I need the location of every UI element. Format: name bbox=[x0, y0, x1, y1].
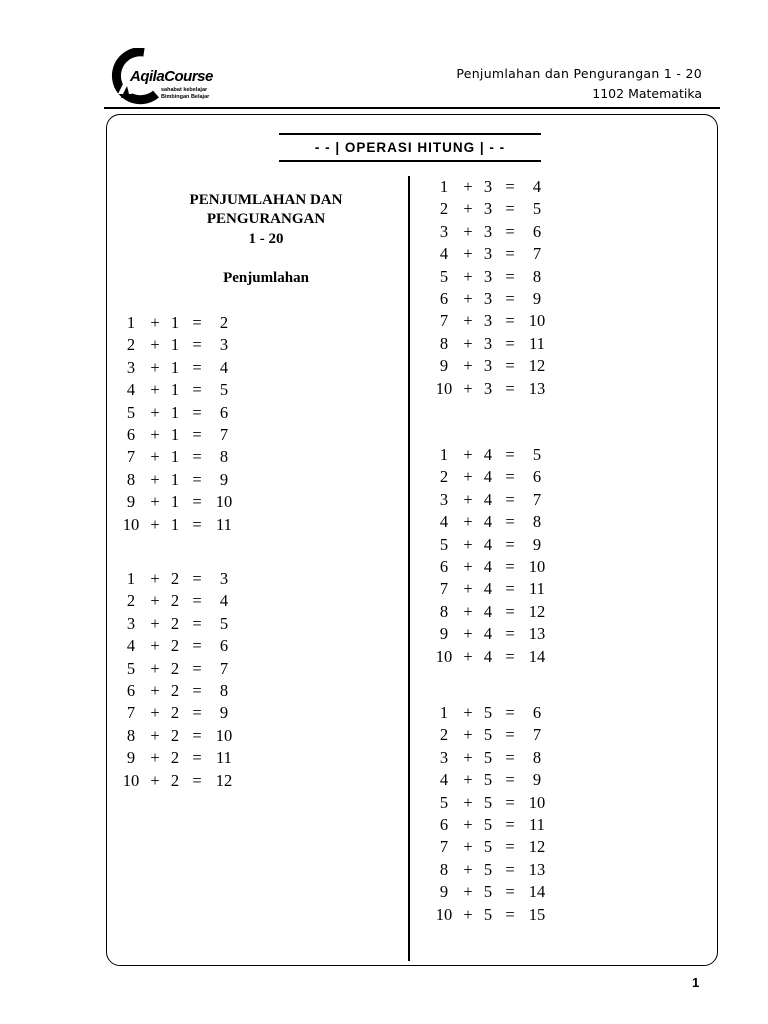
eq-addend: 4 bbox=[483, 512, 493, 532]
eq-equals-sign: = bbox=[505, 579, 515, 599]
eq-result: 5 bbox=[219, 613, 229, 633]
logo-name: AqilaCourse bbox=[130, 68, 213, 85]
eq-equals-sign: = bbox=[192, 335, 202, 355]
eq-plus-sign: + bbox=[150, 447, 160, 467]
eq-result: 14 bbox=[528, 646, 546, 666]
eq-equals-sign: = bbox=[505, 601, 515, 621]
eq-addend: 3 bbox=[483, 244, 493, 264]
eq-result: 13 bbox=[528, 859, 546, 879]
eq-addend: 4 bbox=[483, 489, 493, 509]
eq-equals-sign: = bbox=[505, 199, 515, 219]
eq-equals-sign: = bbox=[192, 658, 202, 678]
eq-addend: 5 bbox=[483, 747, 493, 767]
eq-operand: 1 bbox=[439, 177, 449, 196]
eq-result: 9 bbox=[219, 703, 229, 723]
eq-operand: 1 bbox=[439, 445, 449, 464]
eq-addend: 2 bbox=[170, 703, 180, 723]
eq-plus-sign: + bbox=[150, 770, 160, 790]
eq-operand: 10 bbox=[122, 514, 140, 534]
eq-plus-sign: + bbox=[150, 313, 160, 332]
eq-addend: 5 bbox=[483, 703, 493, 722]
eq-addend: 2 bbox=[170, 636, 180, 656]
eq-addend: 2 bbox=[170, 591, 180, 611]
eq-plus-sign: + bbox=[463, 311, 473, 331]
eq-result: 5 bbox=[532, 445, 542, 464]
eq-addend: 1 bbox=[170, 380, 180, 400]
eq-plus-sign: + bbox=[463, 747, 473, 767]
eq-plus-sign: + bbox=[150, 514, 160, 534]
eq-plus-sign: + bbox=[463, 288, 473, 308]
eq-addend: 3 bbox=[483, 266, 493, 286]
eq-operand: 8 bbox=[439, 859, 449, 879]
eq-addend: 1 bbox=[170, 402, 180, 422]
eq-plus-sign: + bbox=[150, 591, 160, 611]
eq-result: 11 bbox=[529, 814, 545, 834]
eq-plus-sign: + bbox=[463, 266, 473, 286]
eq-plus-sign: + bbox=[463, 333, 473, 353]
eq-equals-sign: = bbox=[505, 266, 515, 286]
eq-result: 3 bbox=[219, 335, 229, 355]
eq-result: 4 bbox=[219, 591, 229, 611]
eq-plus-sign: + bbox=[463, 445, 473, 464]
topic-title-line2: PENGURANGAN bbox=[206, 211, 326, 227]
eq-addend: 2 bbox=[170, 658, 180, 678]
eq-plus-sign: + bbox=[463, 378, 473, 398]
eq-equals-sign: = bbox=[192, 402, 202, 422]
eq-result: 5 bbox=[219, 380, 229, 400]
eq-addend: 5 bbox=[483, 837, 493, 857]
eq-result: 13 bbox=[528, 624, 546, 644]
eq-plus-sign: + bbox=[463, 467, 473, 487]
eq-result: 8 bbox=[532, 747, 542, 767]
eq-equals-sign: = bbox=[505, 814, 515, 834]
eq-addend: 4 bbox=[483, 445, 493, 464]
eq-addend: 1 bbox=[170, 335, 180, 355]
eq-operand: 2 bbox=[126, 591, 136, 611]
eq-equals-sign: = bbox=[505, 747, 515, 767]
eq-operand: 3 bbox=[126, 357, 136, 377]
eq-plus-sign: + bbox=[463, 792, 473, 812]
eq-equals-sign: = bbox=[192, 447, 202, 467]
section-heading: Penjumlahan bbox=[223, 270, 309, 286]
header-divider bbox=[104, 107, 720, 109]
eq-plus-sign: + bbox=[150, 680, 160, 700]
eq-addend: 1 bbox=[170, 357, 180, 377]
eq-equals-sign: = bbox=[505, 882, 515, 902]
eq-result: 12 bbox=[528, 356, 546, 376]
eq-operand: 3 bbox=[439, 747, 449, 767]
eq-addend: 3 bbox=[483, 199, 493, 219]
eq-operand: 7 bbox=[439, 837, 449, 857]
topic-range: 1 - 20 bbox=[248, 231, 284, 247]
eq-result: 12 bbox=[528, 837, 546, 857]
eq-operand: 2 bbox=[439, 467, 449, 487]
eq-operand: 7 bbox=[439, 579, 449, 599]
eq-plus-sign: + bbox=[463, 703, 473, 722]
eq-equals-sign: = bbox=[192, 514, 202, 534]
eq-addend: 5 bbox=[483, 770, 493, 790]
eq-plus-sign: + bbox=[150, 748, 160, 768]
eq-result: 11 bbox=[529, 579, 545, 599]
eq-operand: 2 bbox=[126, 335, 136, 355]
eq-operand: 4 bbox=[126, 380, 136, 400]
logo-tagline: sahabat kebelajar bbox=[161, 87, 208, 93]
eq-equals-sign: = bbox=[505, 792, 515, 812]
eq-operand: 3 bbox=[126, 613, 136, 633]
eq-equals-sign: = bbox=[505, 725, 515, 745]
eq-plus-sign: + bbox=[463, 221, 473, 241]
eq-operand: 1 bbox=[126, 569, 136, 588]
eq-addend: 3 bbox=[483, 333, 493, 353]
eq-addend: 5 bbox=[483, 725, 493, 745]
eq-operand: 6 bbox=[126, 424, 136, 444]
eq-plus-sign: + bbox=[150, 469, 160, 489]
eq-equals-sign: = bbox=[505, 489, 515, 509]
eq-result: 8 bbox=[219, 680, 229, 700]
eq-equals-sign: = bbox=[505, 333, 515, 353]
eq-operand: 5 bbox=[439, 534, 449, 554]
eq-addend: 3 bbox=[483, 378, 493, 398]
eq-equals-sign: = bbox=[505, 311, 515, 331]
eq-addend: 4 bbox=[483, 601, 493, 621]
eq-equals-sign: = bbox=[192, 357, 202, 377]
eq-operand: 5 bbox=[439, 792, 449, 812]
eq-result: 6 bbox=[532, 467, 542, 487]
eq-result: 6 bbox=[219, 402, 229, 422]
eq-equals-sign: = bbox=[192, 424, 202, 444]
eq-plus-sign: + bbox=[150, 492, 160, 512]
eq-equals-sign: = bbox=[505, 904, 515, 924]
eq-equals-sign: = bbox=[192, 680, 202, 700]
eq-addend: 3 bbox=[483, 221, 493, 241]
eq-equals-sign: = bbox=[192, 636, 202, 656]
eq-addend: 3 bbox=[483, 311, 493, 331]
eq-operand: 9 bbox=[439, 882, 449, 902]
eq-operand: 8 bbox=[126, 469, 136, 489]
eq-addend: 4 bbox=[483, 579, 493, 599]
eq-plus-sign: + bbox=[150, 703, 160, 723]
eq-result: 9 bbox=[532, 534, 542, 554]
logo-tagline: Bimbingan Belajar bbox=[161, 94, 210, 100]
eq-operand: 6 bbox=[439, 288, 449, 308]
eq-plus-sign: + bbox=[150, 658, 160, 678]
eq-operand: 4 bbox=[439, 512, 449, 532]
eq-equals-sign: = bbox=[505, 467, 515, 487]
eq-equals-sign: = bbox=[505, 859, 515, 879]
eq-addend: 4 bbox=[483, 534, 493, 554]
eq-result: 7 bbox=[532, 489, 542, 509]
eq-plus-sign: + bbox=[463, 837, 473, 857]
eq-plus-sign: + bbox=[463, 882, 473, 902]
eq-result: 3 bbox=[219, 569, 229, 588]
eq-plus-sign: + bbox=[463, 601, 473, 621]
eq-plus-sign: + bbox=[463, 534, 473, 554]
eq-equals-sign: = bbox=[192, 492, 202, 512]
eq-plus-sign: + bbox=[463, 904, 473, 924]
eq-addend: 2 bbox=[170, 680, 180, 700]
eq-result: 10 bbox=[528, 556, 546, 576]
eq-equals-sign: = bbox=[192, 591, 202, 611]
eq-equals-sign: = bbox=[505, 556, 515, 576]
eq-equals-sign: = bbox=[192, 613, 202, 633]
eq-result: 8 bbox=[219, 447, 229, 467]
eq-addend: 5 bbox=[483, 882, 493, 902]
eq-addend: 5 bbox=[483, 792, 493, 812]
eq-operand: 5 bbox=[439, 266, 449, 286]
eq-operand: 10 bbox=[435, 904, 453, 924]
eq-operand: 8 bbox=[439, 601, 449, 621]
eq-result: 9 bbox=[219, 469, 229, 489]
aqilacourse-logo bbox=[104, 48, 234, 106]
eq-equals-sign: = bbox=[505, 624, 515, 644]
eq-operand: 7 bbox=[126, 447, 136, 467]
eq-operand: 1 bbox=[126, 313, 136, 332]
eq-operand: 5 bbox=[126, 402, 136, 422]
eq-addend: 3 bbox=[483, 177, 493, 196]
eq-equals-sign: = bbox=[192, 748, 202, 768]
topic-title-line1: PENJUMLAHAN DAN bbox=[189, 192, 343, 208]
eq-operand: 9 bbox=[126, 492, 136, 512]
eq-equals-sign: = bbox=[505, 703, 515, 722]
eq-plus-sign: + bbox=[463, 489, 473, 509]
eq-result: 8 bbox=[532, 512, 542, 532]
eq-equals-sign: = bbox=[505, 378, 515, 398]
eq-plus-sign: + bbox=[150, 335, 160, 355]
eq-addend: 5 bbox=[483, 859, 493, 879]
eq-operand: 10 bbox=[122, 770, 140, 790]
eq-equals-sign: = bbox=[505, 177, 515, 196]
eq-result: 12 bbox=[215, 770, 233, 790]
subject-title: Penjumlahan dan Pengurangan 1 - 20 bbox=[456, 66, 702, 81]
eq-plus-sign: + bbox=[463, 579, 473, 599]
eq-result: 4 bbox=[219, 357, 229, 377]
eq-equals-sign: = bbox=[192, 770, 202, 790]
eq-result: 6 bbox=[532, 221, 542, 241]
eq-addend: 1 bbox=[170, 469, 180, 489]
eq-equals-sign: = bbox=[505, 837, 515, 857]
eq-result: 7 bbox=[532, 725, 542, 745]
eq-plus-sign: + bbox=[463, 512, 473, 532]
eq-result: 2 bbox=[219, 313, 229, 332]
eq-operand: 2 bbox=[439, 199, 449, 219]
eq-addend: 3 bbox=[483, 288, 493, 308]
eq-addend: 2 bbox=[170, 569, 180, 588]
eq-operand: 6 bbox=[126, 680, 136, 700]
eq-equals-sign: = bbox=[505, 356, 515, 376]
eq-result: 11 bbox=[216, 514, 232, 534]
eq-result: 4 bbox=[532, 177, 542, 196]
eq-result: 7 bbox=[219, 658, 229, 678]
eq-equals-sign: = bbox=[192, 313, 202, 332]
eq-result: 7 bbox=[532, 244, 542, 264]
eq-plus-sign: + bbox=[463, 199, 473, 219]
eq-addend: 4 bbox=[483, 467, 493, 487]
eq-operand: 10 bbox=[435, 646, 453, 666]
eq-operand: 7 bbox=[126, 703, 136, 723]
eq-plus-sign: + bbox=[463, 556, 473, 576]
eq-plus-sign: + bbox=[150, 357, 160, 377]
eq-plus-sign: + bbox=[463, 725, 473, 745]
eq-operand: 4 bbox=[439, 244, 449, 264]
eq-operand: 4 bbox=[126, 636, 136, 656]
eq-plus-sign: + bbox=[463, 770, 473, 790]
eq-equals-sign: = bbox=[192, 703, 202, 723]
eq-plus-sign: + bbox=[463, 356, 473, 376]
eq-plus-sign: + bbox=[463, 646, 473, 666]
eq-operand: 8 bbox=[126, 725, 136, 745]
eq-plus-sign: + bbox=[463, 244, 473, 264]
eq-result: 10 bbox=[528, 792, 546, 812]
eq-operand: 3 bbox=[439, 489, 449, 509]
eq-operand: 7 bbox=[439, 311, 449, 331]
eq-addend: 5 bbox=[483, 904, 493, 924]
eq-result: 6 bbox=[532, 703, 542, 722]
section-title: - - | OPERASI HITUNG | - - bbox=[279, 133, 541, 162]
eq-operand: 10 bbox=[435, 378, 453, 398]
eq-plus-sign: + bbox=[463, 624, 473, 644]
eq-result: 9 bbox=[532, 770, 542, 790]
eq-operand: 8 bbox=[439, 333, 449, 353]
eq-operand: 9 bbox=[439, 624, 449, 644]
eq-result: 13 bbox=[528, 378, 546, 398]
eq-equals-sign: = bbox=[192, 569, 202, 588]
eq-operand: 6 bbox=[439, 556, 449, 576]
eq-operand: 9 bbox=[126, 748, 136, 768]
eq-addend: 1 bbox=[170, 313, 180, 332]
eq-addend: 2 bbox=[170, 613, 180, 633]
eq-equals-sign: = bbox=[505, 288, 515, 308]
eq-plus-sign: + bbox=[463, 859, 473, 879]
eq-addend: 1 bbox=[170, 424, 180, 444]
eq-equals-sign: = bbox=[505, 445, 515, 464]
eq-operand: 5 bbox=[126, 658, 136, 678]
page-number: 1 bbox=[692, 975, 700, 990]
eq-result: 14 bbox=[528, 882, 546, 902]
eq-plus-sign: + bbox=[150, 613, 160, 633]
eq-addend: 2 bbox=[170, 725, 180, 745]
eq-addend: 2 bbox=[170, 748, 180, 768]
eq-addend: 1 bbox=[170, 514, 180, 534]
eq-plus-sign: + bbox=[463, 177, 473, 196]
eq-addend: 1 bbox=[170, 492, 180, 512]
eq-equals-sign: = bbox=[505, 512, 515, 532]
eq-addend: 1 bbox=[170, 447, 180, 467]
eq-plus-sign: + bbox=[150, 636, 160, 656]
eq-equals-sign: = bbox=[505, 646, 515, 666]
eq-addend: 4 bbox=[483, 646, 493, 666]
eq-equals-sign: = bbox=[192, 469, 202, 489]
course-code: 1102 Matematika bbox=[592, 86, 702, 101]
eq-equals-sign: = bbox=[505, 534, 515, 554]
eq-operand: 2 bbox=[439, 725, 449, 745]
eq-result: 8 bbox=[532, 266, 542, 286]
eq-plus-sign: + bbox=[150, 402, 160, 422]
column-divider bbox=[408, 176, 410, 961]
eq-equals-sign: = bbox=[505, 244, 515, 264]
eq-addend: 2 bbox=[170, 770, 180, 790]
eq-addend: 3 bbox=[483, 356, 493, 376]
eq-result: 15 bbox=[528, 904, 546, 924]
eq-result: 9 bbox=[532, 288, 542, 308]
eq-operand: 9 bbox=[439, 356, 449, 376]
eq-equals-sign: = bbox=[192, 380, 202, 400]
eq-result: 7 bbox=[219, 424, 229, 444]
eq-result: 10 bbox=[528, 311, 546, 331]
eq-plus-sign: + bbox=[463, 814, 473, 834]
eq-result: 10 bbox=[215, 725, 233, 745]
eq-result: 10 bbox=[215, 492, 233, 512]
eq-equals-sign: = bbox=[505, 770, 515, 790]
eq-plus-sign: + bbox=[150, 424, 160, 444]
eq-operand: 1 bbox=[439, 703, 449, 722]
eq-result: 11 bbox=[216, 748, 232, 768]
eq-result: 12 bbox=[528, 601, 546, 621]
eq-result: 5 bbox=[532, 199, 542, 219]
eq-plus-sign: + bbox=[150, 380, 160, 400]
eq-equals-sign: = bbox=[192, 725, 202, 745]
eq-operand: 6 bbox=[439, 814, 449, 834]
eq-addend: 5 bbox=[483, 814, 493, 834]
eq-addend: 4 bbox=[483, 624, 493, 644]
eq-operand: 3 bbox=[439, 221, 449, 241]
eq-addend: 4 bbox=[483, 556, 493, 576]
eq-equals-sign: = bbox=[505, 221, 515, 241]
eq-result: 6 bbox=[219, 636, 229, 656]
eq-plus-sign: + bbox=[150, 569, 160, 588]
eq-operand: 4 bbox=[439, 770, 449, 790]
eq-plus-sign: + bbox=[150, 725, 160, 745]
eq-result: 11 bbox=[529, 333, 545, 353]
